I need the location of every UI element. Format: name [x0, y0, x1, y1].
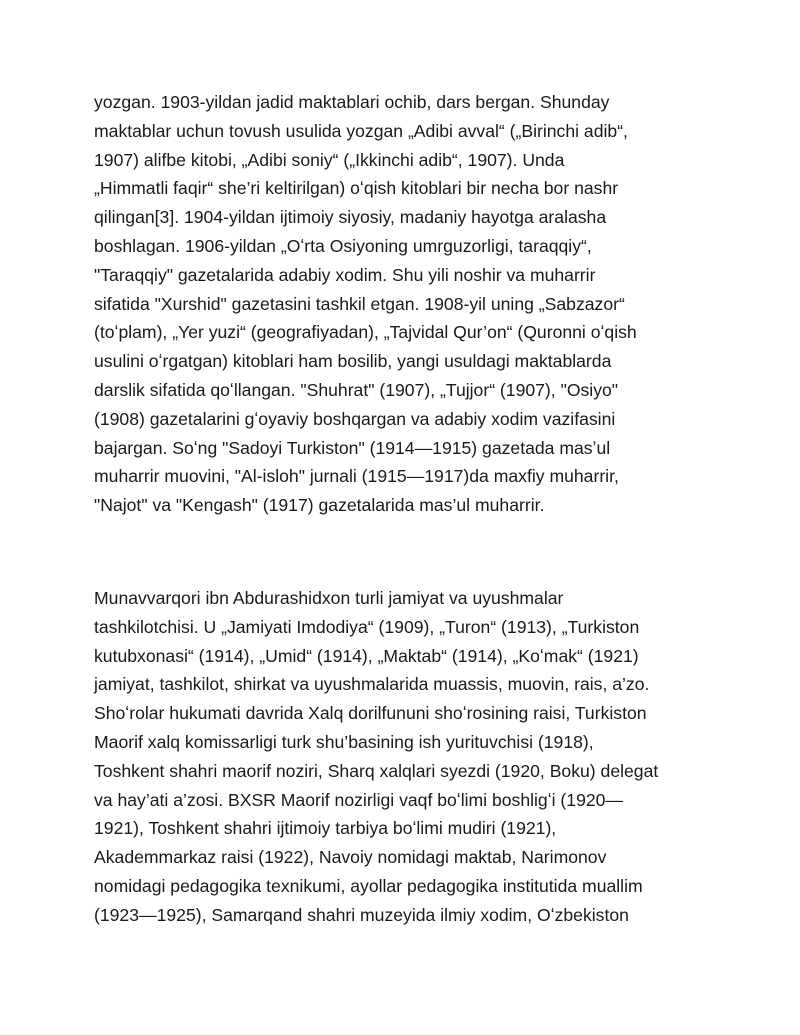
- paragraph-2: [94, 584, 734, 930]
- text-line: maktablar uchun tovush usulida yozgan „Adibi avval“ („Birinchi adib“,: [94, 120, 628, 141]
- text-line: Toshkent shahri maorif noziri, Sharq xalqlari syezdi (1920, Boku) delegat: [94, 760, 659, 781]
- text-line: Munavvarqori ibn Abdurashidxon turli jamiyat va uyushmalar: [94, 588, 564, 608]
- text-line: muharrir muovini, "Al-isloh" jurnali (1915—1917)da maxfiy muharrir,: [94, 466, 619, 487]
- text-line: (1908) gazetalarini gʻoyaviy boshqargan va adabiy xodim vazifasini: [94, 408, 616, 429]
- text-line: Shoʻrolar hukumati davrida Xalq dorilfununi shoʻrosining raisi, Turkiston: [94, 703, 647, 724]
- text-line: tashkilotchisi. U „Jamiyati Imdodiya“ (1909), „Turon“ (1913), „Turkiston: [94, 616, 640, 637]
- text-line: Maorif xalq komissarligi turk shu’basining ish yurituvchisi (1918),: [94, 731, 594, 752]
- paragraph-1: [94, 88, 734, 520]
- text-line: nomidagi pedagogika texnikumi, ayollar pedagogika institutida muallim: [94, 875, 643, 896]
- text-line: Akademmarkaz raisi (1922), Navoiy nomidagi maktab, Narimonov: [94, 847, 607, 868]
- text-line: bajargan. Soʻng "Sadoyi Turkiston" (1914—1915) gazetada masʼul: [94, 437, 611, 458]
- text-line: 1907) alifbe kitobi, „Adibi soniy“ („Ikkinchi adib“, 1907). Unda: [94, 149, 565, 170]
- text-line: 1921), Toshkent shahri ijtimoiy tarbiya boʻlimi mudiri (1921),: [94, 818, 557, 839]
- text-line: sifatida "Xurshid" gazetasini tashkil etgan. 1908-yil uning „Sabzazor“: [94, 293, 625, 314]
- text-line: darslik sifatida qoʻllangan. "Shuhrat" (1907), „Tujjor“ (1907), "Osiyo": [94, 379, 619, 400]
- text-line: va hay’ati a’zosi. BXSR Maorif nozirligi vaqf boʻlimi boshligʻi (1920—: [94, 789, 624, 810]
- text-line: (toʻplam), „Yer yuzi“ (geografiyadan), „Tajvidal Qur’on“ (Quronni oʻqish: [94, 322, 637, 343]
- text-line: boshlagan. 1906-yildan „Oʻrta Osiyoning umrguzorligi, taraqqiy“,: [94, 235, 592, 256]
- text-line: jamiyat, tashkilot, shirkat va uyushmalarida muassis, muovin, rais, a’zo.: [94, 674, 650, 695]
- text-line: yozgan. 1903-yildan jadid maktablari ochib, dars bergan. Shunday: [94, 92, 610, 112]
- text-line: qilingan[3]. 1904-yildan ijtimoiy siyosiy, madaniy hayotga aralasha: [94, 207, 607, 228]
- text-line: (1923—1925), Samarqand shahri muzeyida ilmiy xodim, Oʻzbekiston: [94, 904, 629, 925]
- text-line: "Taraqqiy" gazetalarida adabiy xodim. Shu yili noshir va muharrir: [94, 264, 596, 285]
- text-line: „Himmatli faqir“ she’ri keltirilgan) oʻqish kitoblari bir necha bor nashr: [94, 178, 619, 199]
- text-line: kutubxonasi“ (1914), „Umid“ (1914), „Maktab“ (1914), „Koʻmak“ (1921): [94, 645, 639, 666]
- text-line: "Najot" va "Kengash" (1917) gazetalarida mas’ul muharrir.: [94, 495, 545, 516]
- text-line: usulini oʻrgatgan) kitoblari ham bosilib, yangi usuldagi maktablarda: [94, 351, 612, 372]
